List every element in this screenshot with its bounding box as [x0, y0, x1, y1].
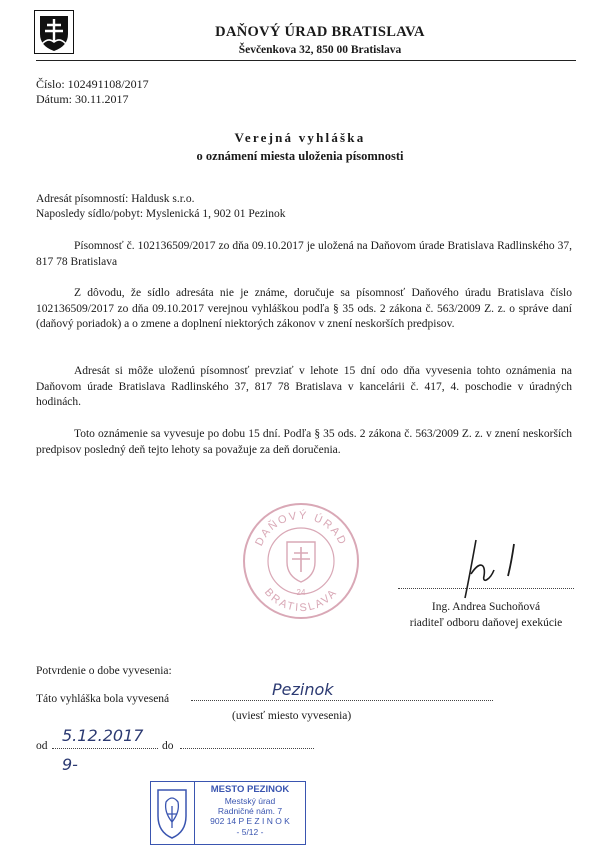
signatory-name: Ing. Andrea Suchoňová [431, 601, 541, 613]
posted-label: Táto vyhláška bola vyvesená [36, 693, 170, 705]
document-title: Verejná vyhláška [234, 130, 366, 145]
paragraph-pickup: Adresát si môže uloženú písomnosť prevziať v lehote 15 dní odo dňa vyvesenia tohto oznámenia na Daňovom úrade Bratislava Radlinského 37, 817 78 Bratislava v kancelárii č. 417, 4. poschodie v úradných hodinách. [36, 365, 572, 408]
mesto-pezinok-stamp [150, 781, 306, 845]
posted-place-line [191, 700, 493, 701]
from-label: od [36, 740, 48, 752]
handwritten-signature [456, 534, 536, 604]
office-title: DAŇOVÝ ÚRAD BRATISLAVA [215, 24, 425, 40]
to-date-line [180, 748, 314, 749]
official-stamp [240, 500, 362, 622]
stamp-city-name: MESTO PEZINOK [210, 784, 290, 795]
document-number: Číslo: 102491108/2017 [36, 77, 149, 91]
document-subtitle: o oznámení miesta uloženia písomnosti [196, 149, 404, 163]
handwritten-note: 9- [62, 755, 78, 774]
signatory-position: riaditeľ odboru daňovej exekúcie [409, 617, 563, 629]
place-hint: (uviesť miesto vyvesenia) [232, 710, 352, 722]
paragraph-posting: Toto oznámenie sa vyvesuje po dobu 15 dní. Podľa § 35 ods. 2 zákona č. 563/2009 Z. z. v znení neskorších predpisov posledný deň tejto lehoty sa považuje za deň doručenia. [36, 428, 572, 456]
document-date: Dátum: 30.11.2017 [36, 92, 129, 106]
header-divider [36, 60, 576, 61]
stamp-bottom-text: BRATISLAVA [261, 586, 341, 615]
from-date-handwritten: 5.12.2017 [62, 726, 144, 745]
paragraph-storage: Písomnosť č. 102136509/2017 zo dňa 09.10.2017 je uložená na Daňovom úrade Bratislava Radlinského 37, 817 78 Bratislava [36, 240, 572, 268]
from-date-line [52, 748, 158, 749]
paragraph-reason: Z dôvodu, že sídlo adresáta nie je známe, doručuje sa písomnosť Daňového úradu Bratislava číslo 102136509/2017 zo dňa 09.10.2017 verejnou vyhláškou podľa § 35 ods. 2 zákona č. 563/2009 Z. z. o správe daní (daňový poriadok) a o zmene a doplnení niektorých zákonov v znení neskorších predpisov. [36, 287, 572, 330]
stamp-street: Radničné nám. 7 [217, 806, 283, 816]
addressee-address: Naposledy sídlo/pobyt: Myslenická 1, 902 01 Pezinok [36, 208, 286, 220]
stamp-date: - 5/12 - [236, 827, 264, 837]
stamp-number: 24 [296, 588, 306, 597]
stamp-emblem [151, 782, 195, 844]
stamp-postcode: 902 14 P E Z I N O K [210, 816, 290, 826]
stamp-top-text: DAŇOVÝ ÚRAD [253, 509, 349, 549]
addressee-name: Adresát písomností: Haldusk s.r.o. [36, 193, 195, 205]
stamp-office: Mestský úrad [224, 796, 276, 806]
signature-line [398, 588, 574, 589]
city-crest-icon [152, 784, 192, 842]
posted-place-handwritten: Pezinok [272, 680, 334, 699]
office-address: Ševčenkova 32, 850 00 Bratislava [238, 44, 402, 56]
confirmation-heading: Potvrdenie o dobe vyvesenia: [36, 665, 172, 677]
to-label: do [162, 740, 174, 752]
